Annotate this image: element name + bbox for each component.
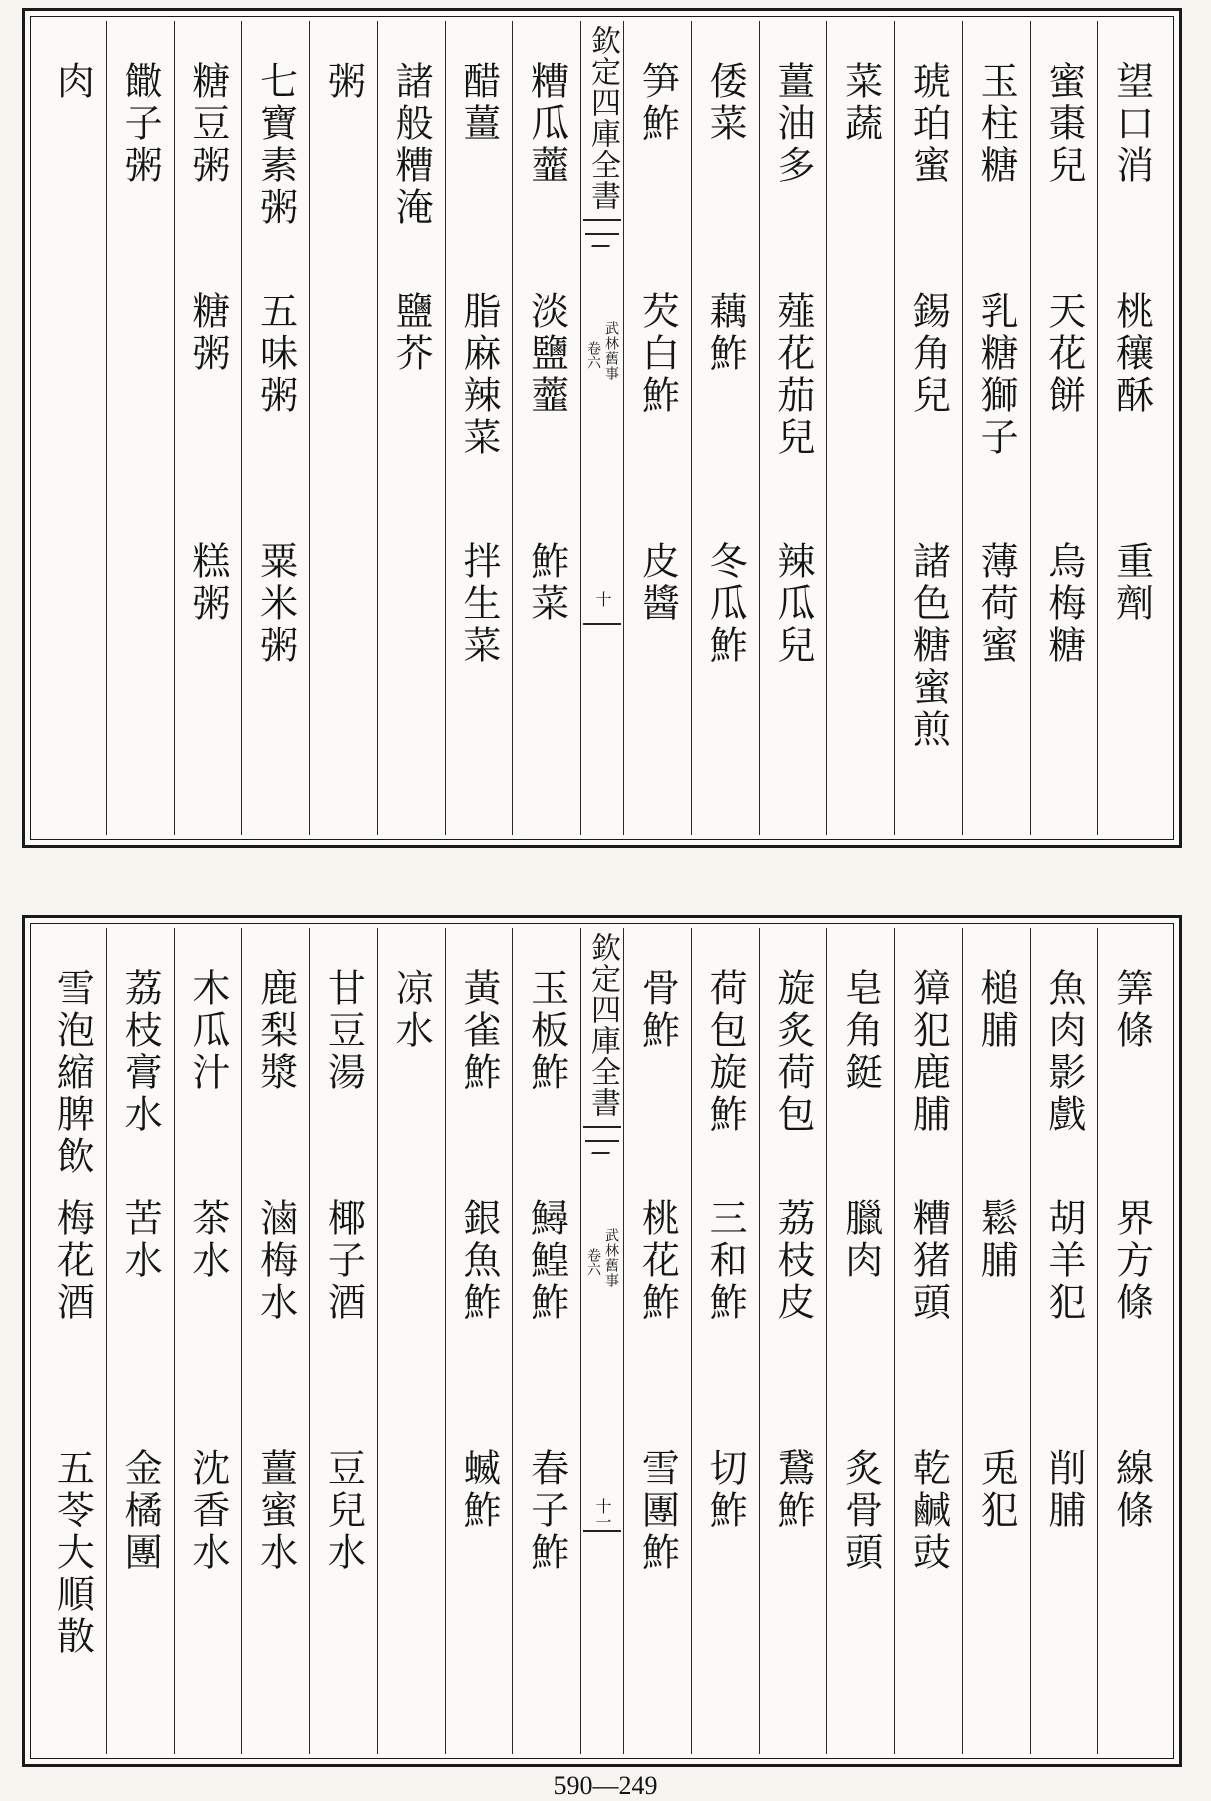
text-column [377, 21, 445, 835]
food-item: 切鮓 [703, 1448, 748, 1532]
food-item: 削脯 [1041, 1448, 1086, 1532]
divider [583, 1530, 621, 1532]
text-column [309, 928, 377, 1754]
food-item: 荔枝膏水 [118, 968, 163, 1136]
leaf-number: 十 [593, 591, 612, 607]
food-item: 饊子粥 [118, 61, 163, 187]
text-column [691, 928, 759, 1754]
divider [583, 623, 621, 625]
text-column [174, 928, 242, 1754]
food-item: 錫角兒 [906, 291, 951, 417]
food-item: 脂麻辣菜 [456, 291, 501, 459]
food-item: 薤花茄兒 [770, 291, 815, 459]
food-item: 槌脯 [974, 968, 1019, 1052]
food-item: 荷包旋鮓 [703, 968, 748, 1136]
text-column [962, 928, 1030, 1754]
food-item: 乳糖獅子 [974, 291, 1019, 459]
divider [583, 219, 621, 221]
center-fold [580, 21, 623, 835]
text-column [445, 928, 513, 1754]
section-heading: 凉水 [389, 968, 434, 1052]
food-item: 兎犯 [974, 1448, 1019, 1532]
leaf-number: 十一 [593, 1498, 612, 1530]
food-item: 椰子酒 [321, 1198, 366, 1324]
text-column [241, 21, 309, 835]
food-item: 辣瓜兒 [770, 541, 815, 667]
text-column [445, 21, 513, 835]
food-item: 荔枝皮 [770, 1198, 815, 1324]
food-item: 甘豆湯 [321, 968, 366, 1094]
food-item: 望口消 [1109, 61, 1154, 187]
food-item: 玉柱糖 [974, 61, 1019, 187]
volume-label: 卷六 [585, 341, 601, 369]
food-item: 雪泡縮脾飲 [50, 968, 95, 1178]
section-heading: 粥 [321, 61, 366, 103]
food-item: 薄荷蜜 [974, 541, 1019, 667]
food-item: 諸般糟淹 [389, 61, 434, 229]
food-item: 金橘團 [118, 1448, 163, 1574]
text-column [1097, 928, 1165, 1754]
food-item: 桃穰酥 [1109, 291, 1154, 417]
food-item: 藕鮓 [703, 291, 748, 375]
food-item: 沈香水 [185, 1448, 230, 1574]
food-item: 茶水 [185, 1198, 230, 1282]
food-item: 冬瓜鮓 [703, 541, 748, 667]
text-column [106, 21, 174, 835]
food-item: 魚肉影戲 [1041, 968, 1086, 1136]
food-item: 皂角鋌 [838, 968, 883, 1094]
food-item: 筭條 [1109, 968, 1154, 1052]
text-column [1097, 21, 1165, 835]
text-column [759, 928, 827, 1754]
food-item: 烏梅糖 [1041, 541, 1086, 667]
food-item: 鬆脯 [974, 1198, 1019, 1282]
food-item: 木瓜汁 [185, 968, 230, 1094]
food-item: 界方條 [1109, 1198, 1154, 1324]
text-column [377, 928, 445, 1754]
food-item: 五苓大順散 [50, 1448, 95, 1658]
food-item: 粟米粥 [253, 541, 298, 667]
food-item: 梅花酒 [50, 1198, 95, 1324]
text-column [512, 928, 580, 1754]
food-item: 骨鮓 [635, 968, 680, 1052]
food-item: 糟瓜虀 [524, 61, 569, 187]
food-item: 蜜棗兒 [1041, 61, 1086, 187]
food-item: 笋鮓 [635, 61, 680, 145]
text-column [894, 928, 962, 1754]
food-item: 線條 [1109, 1448, 1154, 1532]
page-number: 590—249 [553, 1771, 658, 1800]
food-item: 乾鹹豉 [906, 1448, 951, 1574]
food-item: 苦水 [118, 1198, 163, 1282]
text-column [623, 21, 691, 835]
text-column [962, 21, 1030, 835]
source-title: 武林舊事 [603, 1228, 619, 1288]
food-item: 三和鮓 [703, 1198, 748, 1324]
food-item: 糕粥 [185, 541, 230, 625]
food-item: 臘肉 [838, 1198, 883, 1282]
food-item: 蝛鮓 [456, 1448, 501, 1532]
upper-leaf [22, 8, 1182, 848]
text-column [826, 21, 894, 835]
upper-leaf-columns [39, 21, 1165, 835]
source-title: 武林舊事 [603, 321, 619, 381]
food-item: 玉板鮓 [524, 968, 569, 1094]
food-item: 皮醬 [635, 541, 680, 625]
text-column [512, 21, 580, 835]
section-heading: 菜蔬 [838, 61, 883, 145]
text-column [309, 21, 377, 835]
text-column [1030, 21, 1098, 835]
food-item: 醋薑 [456, 61, 501, 145]
text-column [241, 928, 309, 1754]
food-item: 琥珀蜜 [906, 61, 951, 187]
food-item: 鵞鮓 [770, 1448, 815, 1532]
food-item: 七寶素粥 [253, 61, 298, 229]
food-item: 倭菜 [703, 61, 748, 145]
food-item: 獐犯鹿脯 [906, 968, 951, 1136]
text-column [39, 928, 106, 1754]
food-item: 銀魚鮓 [456, 1198, 501, 1324]
food-item: 豆兒水 [321, 1448, 366, 1574]
food-item: 滷梅水 [253, 1198, 298, 1324]
food-item: 薑蜜水 [253, 1448, 298, 1574]
food-item: 炙骨頭 [838, 1448, 883, 1574]
text-column [39, 21, 106, 835]
food-item: 薑油多 [770, 61, 815, 187]
food-item: 糖粥 [185, 291, 230, 375]
text-column [691, 21, 759, 835]
food-item: 芡白鮓 [635, 291, 680, 417]
food-item: 天花餅 [1041, 291, 1086, 417]
food-item: 桃花鮓 [635, 1198, 680, 1324]
fish-tail-mark [585, 233, 619, 251]
center-fold [580, 928, 623, 1754]
text-column [759, 21, 827, 835]
text-column [623, 928, 691, 1754]
text-column [106, 928, 174, 1754]
volume-label: 卷六 [585, 1248, 601, 1276]
food-item: 黃雀鮓 [456, 968, 501, 1094]
food-item: 鹽芥 [389, 291, 434, 375]
food-item: 諸色糖蜜煎 [906, 541, 951, 751]
text-column [1030, 928, 1098, 1754]
food-item: 鮓菜 [524, 541, 569, 625]
food-item: 雪團鮓 [635, 1448, 680, 1574]
food-item: 淡鹽虀 [524, 291, 569, 417]
food-item: 糖豆粥 [185, 61, 230, 187]
text-column [826, 928, 894, 1754]
food-item: 拌生菜 [456, 541, 501, 667]
book-title: 欽定四庫全書 [585, 25, 620, 211]
food-item: 胡羊犯 [1041, 1198, 1086, 1324]
text-column [894, 21, 962, 835]
text-column [174, 21, 242, 835]
food-item: 鱘鰉鮓 [524, 1198, 569, 1324]
lower-leaf-columns [39, 928, 1165, 1754]
book-title: 欽定四庫全書 [585, 932, 620, 1118]
food-item: 五味粥 [253, 291, 298, 417]
food-item: 旋炙荷包 [770, 968, 815, 1136]
food-item: 糟猪頭 [906, 1198, 951, 1324]
food-item: 春子鮓 [524, 1448, 569, 1574]
divider [583, 1126, 621, 1128]
food-item: 肉 [50, 61, 95, 103]
fish-tail-mark [585, 1140, 619, 1158]
lower-leaf [22, 915, 1182, 1767]
food-item: 重劑 [1109, 541, 1154, 625]
food-item: 鹿梨漿 [253, 968, 298, 1094]
